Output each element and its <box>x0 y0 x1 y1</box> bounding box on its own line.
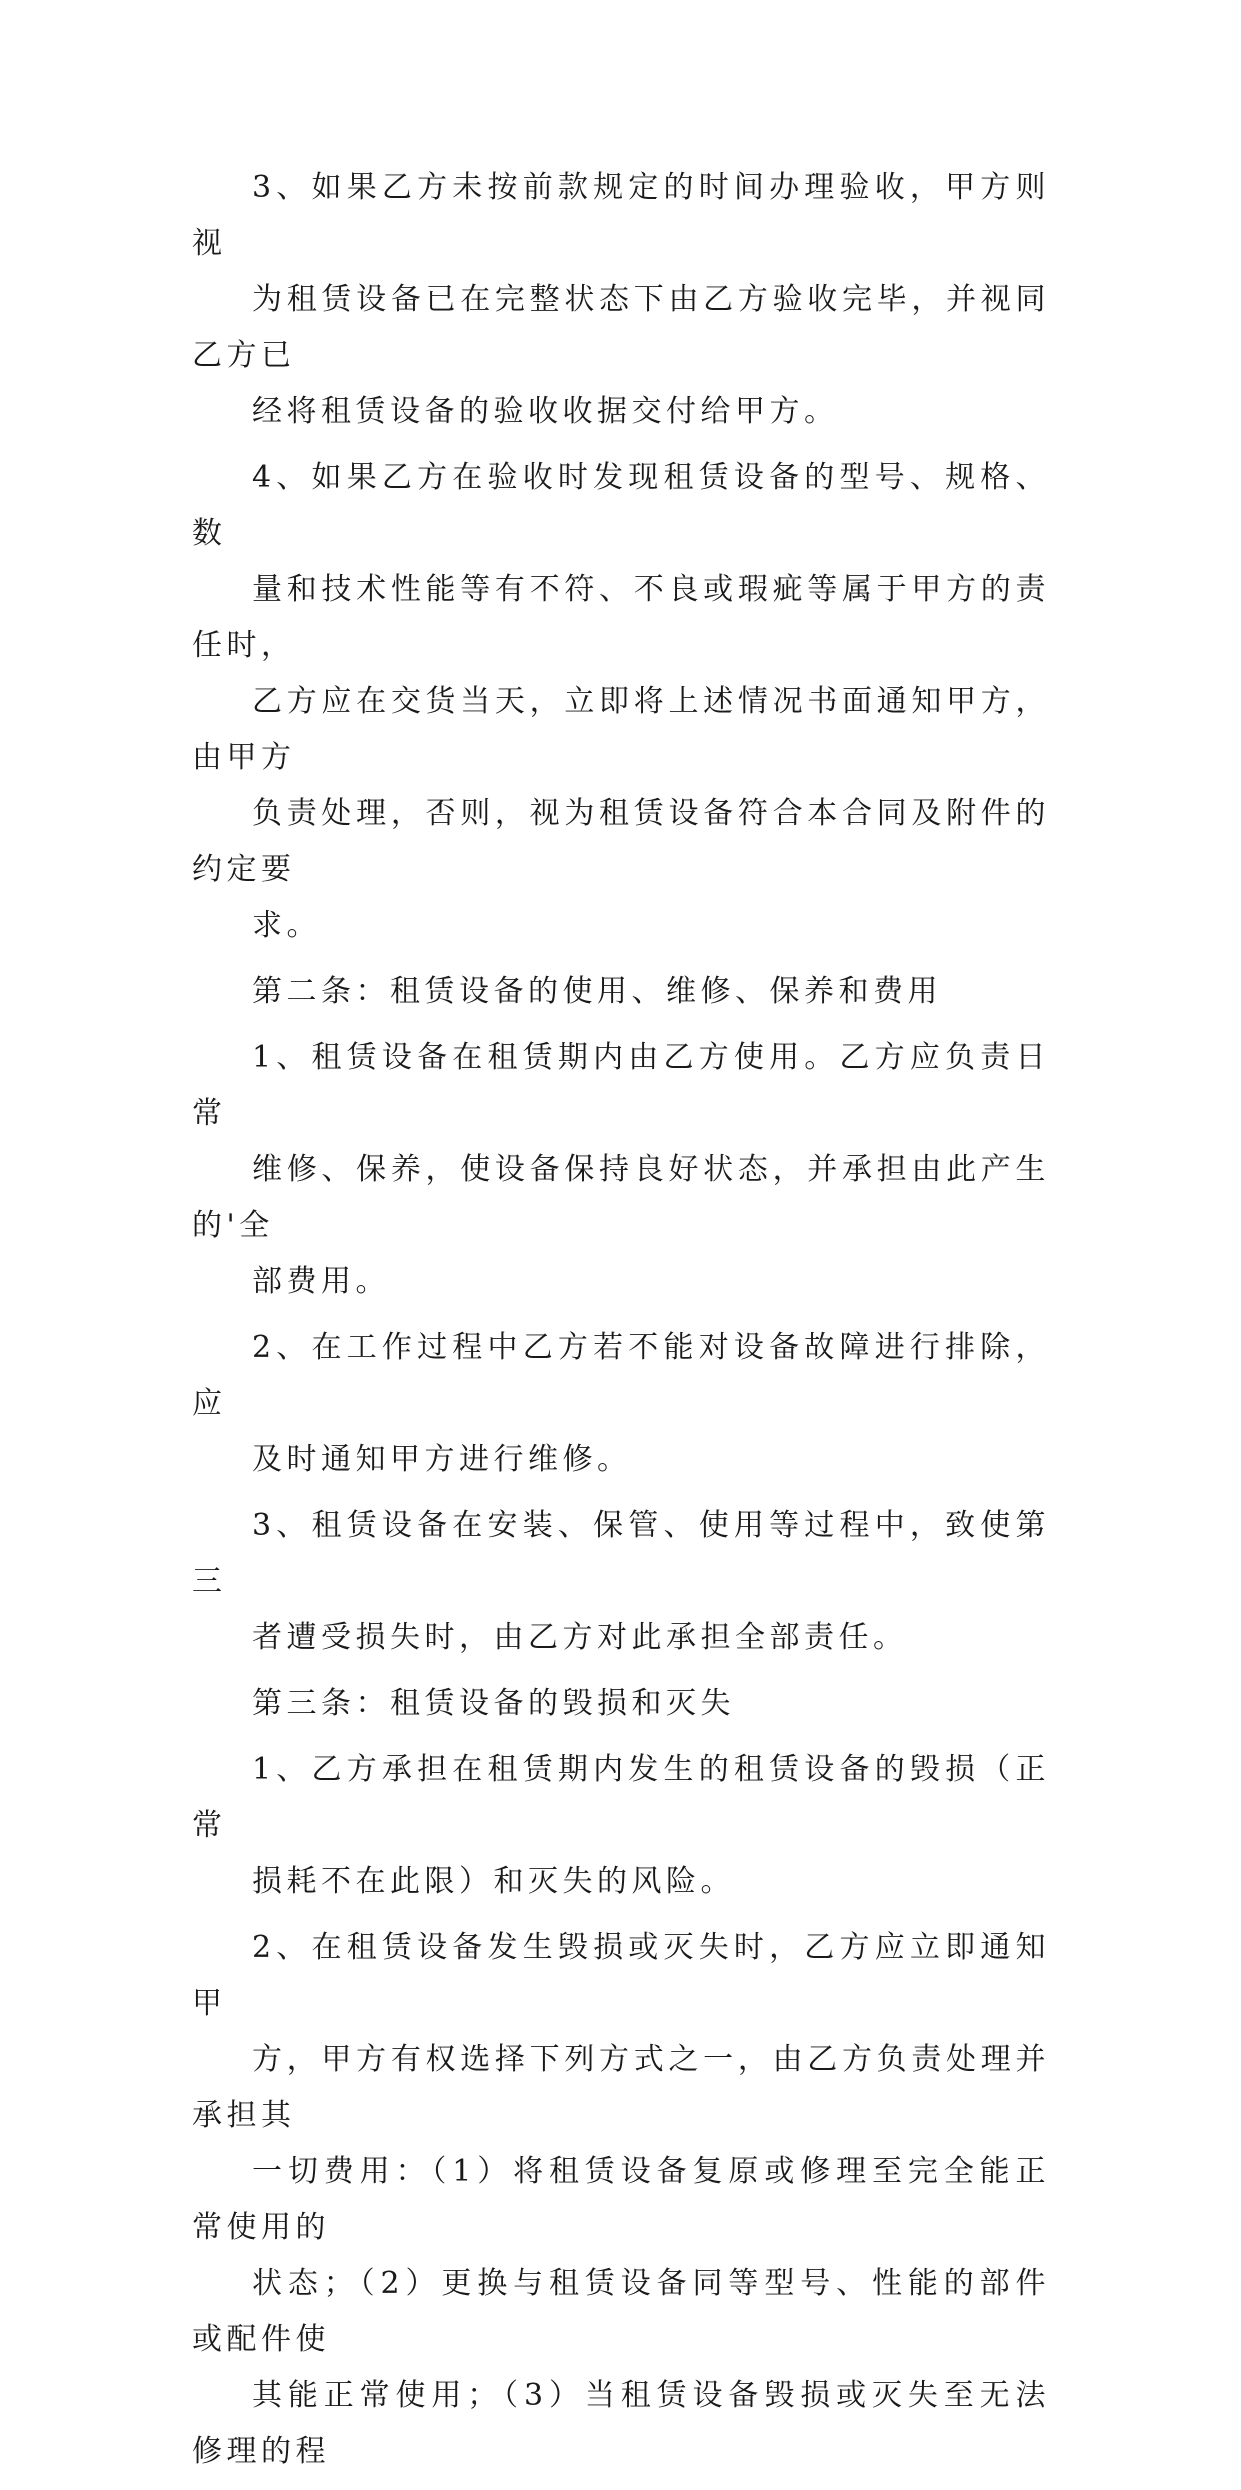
document-page <box>192 160 1050 2490</box>
text-line: 求。 <box>252 908 321 943</box>
heading-line: 第三条：租赁设备的毁损和灭失 <box>252 1686 735 1721</box>
text-line: 为租赁设备已在完整状态下由乙方验收完毕，并视同乙方已 <box>192 282 1050 373</box>
clause-paragraph-acceptance-defects <box>192 450 1050 954</box>
clause-paragraph-repair-notice <box>192 1320 1050 1488</box>
text-line: 部费用。 <box>252 1264 390 1299</box>
text-line: 一切费用：（1）将租赁设备复原或修理至完全能正常使用的 <box>192 2154 1050 2245</box>
text-line: 1、乙方承担在租赁期内发生的租赁设备的毁损（正常 <box>192 1752 1050 1843</box>
clause-paragraph-third-party-liability <box>192 1498 1050 1666</box>
text-line: 量和技术性能等有不符、不良或瑕疵等属于甲方的责任时， <box>192 572 1050 663</box>
text-line: 其能正常使用；（3）当租赁设备毁损或灭失至无法修理的程 <box>192 2378 1050 2469</box>
text-line: 4、如果乙方在验收时发现租赁设备的型号、规格、数 <box>192 460 1050 551</box>
text-line: 经将租赁设备的验收收据交付给甲方。 <box>252 394 839 429</box>
text-line: 负责处理，否则，视为租赁设备符合本合同及附件的约定要 <box>192 796 1050 887</box>
clause-paragraph-damage-handling <box>192 1920 1050 2480</box>
text-line: 3、租赁设备在安装、保管、使用等过程中，致使第三 <box>192 1508 1050 1599</box>
heading-line: 第二条：租赁设备的使用、维修、保养和费用 <box>252 974 942 1009</box>
text-line: 及时通知甲方进行维修。 <box>252 1442 632 1477</box>
clause-paragraph-usage <box>192 1030 1050 1310</box>
text-line: 1、租赁设备在租赁期内由乙方使用。乙方应负责日常 <box>192 1040 1050 1131</box>
text-line: 维修、保养，使设备保持良好状态，并承担由此产生的'全 <box>192 1152 1050 1243</box>
text-line: 乙方应在交货当天，立即将上述情况书面通知甲方，由甲方 <box>192 684 1050 775</box>
clause-paragraph-risk <box>192 1742 1050 1910</box>
clause-paragraph-acceptance-deadline <box>192 160 1050 440</box>
text-line: 3、如果乙方未按前款规定的时间办理验收，甲方则视 <box>192 170 1050 261</box>
text-line: 状态；（2）更换与租赁设备同等型号、性能的部件或配件使 <box>192 2266 1050 2357</box>
article-heading-3 <box>192 1676 1050 1732</box>
text-line: 者遭受损失时，由乙方对此承担全部责任。 <box>252 1620 908 1655</box>
text-line: 方，甲方有权选择下列方式之一，由乙方负责处理并承担其 <box>192 2042 1050 2133</box>
article-heading-2 <box>192 964 1050 1020</box>
text-line: 2、在工作过程中乙方若不能对设备故障进行排除，应 <box>192 1330 1050 1421</box>
text-line: 2、在租赁设备发生毁损或灭失时，乙方应立即通知甲 <box>192 1930 1050 2021</box>
text-line: 损耗不在此限）和灭失的风险。 <box>252 1864 735 1899</box>
